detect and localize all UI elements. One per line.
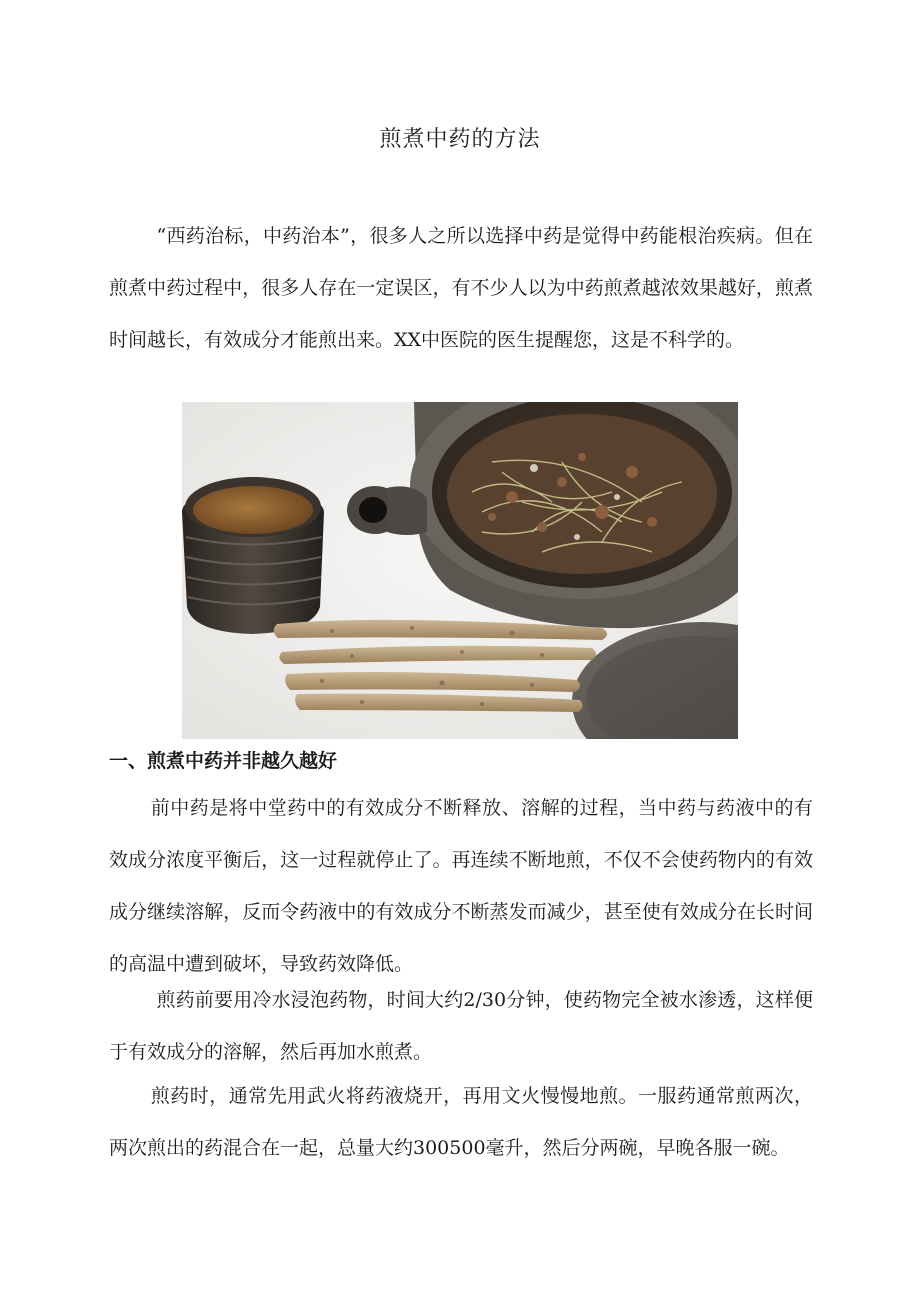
section1-paragraph-3-text: 煎药时，通常先用武火将药液烧开，再用文火慢慢地煎。一服药通常煎两次，两次煎出的药混合在一起，总量大约300500毫升，然后分两碗，早晚各服一碗。 bbox=[109, 1085, 813, 1159]
section1-paragraph-2-text: 煎药前要用冷水浸泡药物，时间大约2/30分钟，使药物完全被水渗透，这样便于有效成分的溶解，然后再加水煎煮。 bbox=[109, 989, 813, 1063]
intro-paragraph bbox=[109, 210, 813, 366]
tea-cup bbox=[182, 477, 324, 634]
herbal-medicine-photo bbox=[182, 402, 738, 739]
section1-paragraph-2 bbox=[109, 974, 813, 1078]
section1-paragraph-1-text: 前中药是将中堂药中的有效成分不断释放、溶解的过程，当中药与药液中的有效成分浓度平衡后，这一过程就停止了。再连续不断地煎，不仅不会使药物内的有效成分继续溶解，反而令药液中的有效成分不断蒸发而减少，甚至使有效成分在长时间的高温中遭到破坏，导致药效降低。 bbox=[109, 797, 813, 975]
document-title: 煎煮中药的方法 bbox=[379, 127, 541, 152]
section1-paragraph-1 bbox=[109, 782, 813, 990]
section1-paragraph-3 bbox=[109, 1070, 813, 1174]
intro-paragraph-text: “西药治标，中药治本”，很多人之所以选择中药是觉得中药能根治疾病。但在煎煮中药过程中，很多人存在一定误区，有不少人以为中药煎煮越浓效果越好，煎煮时间越长，有效成分才能煎出来。XX中医院的医生提醒您，这是不科学的。 bbox=[109, 225, 813, 351]
section-heading: 一、煎煮中药并非越久越好 bbox=[109, 750, 338, 772]
